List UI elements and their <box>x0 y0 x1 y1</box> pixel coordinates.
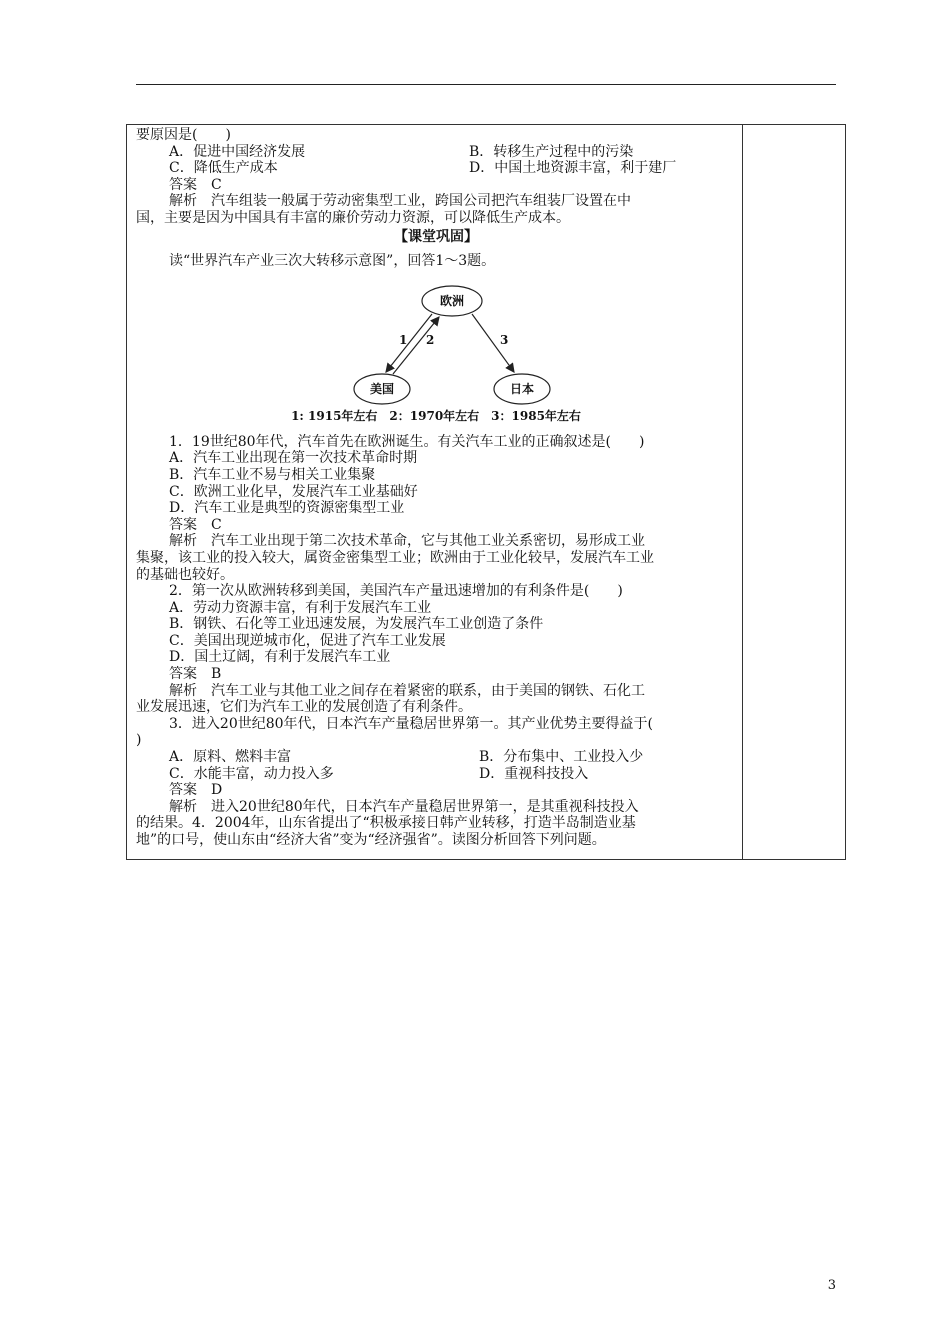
q1-option-b: B．汽车工业不易与相关工业集聚 <box>169 466 376 483</box>
option-a: A．促进中国经济发展 <box>169 143 306 160</box>
q3-options-row-ab <box>136 749 736 766</box>
options-row-ab <box>136 144 736 161</box>
q2-option-b: B．钢铁、石化等工业迅速发展，为发展汽车工业创造了条件 <box>169 616 544 633</box>
q1-analysis-line: 的基础也较好。 <box>136 566 234 583</box>
analysis-line: 解析 汽车组装一般属于劳动密集型工业，跨国公司把汽车组装厂设置在中 <box>169 193 631 210</box>
q3-option-d: D．重视科技投入 <box>479 765 589 782</box>
q2-option-d: D．国土辽阔，有利于发展汽车工业 <box>169 649 391 666</box>
q3-option-b: B．分布集中、工业投入少 <box>479 749 644 766</box>
q1-analysis-line: 解析 汽车工业出现于第二次技术革命，它与其他工业关系密切，易形成工业 <box>169 533 645 550</box>
q3-stem-end: ) <box>136 732 142 749</box>
section-heading: 【课堂巩固】 <box>394 228 478 245</box>
q2-answer: 答案 B <box>169 666 222 683</box>
transfer-diagram <box>136 274 736 424</box>
q3-options-row-cd <box>136 766 736 783</box>
q3-analysis-line: 解析 进入20世纪80年代，日本汽车产量稳居世界第一，是其重视科技投入 <box>169 798 639 815</box>
q3-option-c: C．水能丰富，动力投入多 <box>169 765 334 782</box>
q2-option-c: C．美国出现逆城市化，促进了汽车工业发展 <box>169 632 446 649</box>
option-c: C．降低生产成本 <box>169 160 278 177</box>
arrow-2-label: 2 <box>426 332 435 347</box>
diagram-legend: 1: 1915年左右 2：1970年左右 3：1985年左右 <box>291 408 581 423</box>
q1-option-c: C．欧洲工业化早，发展汽车工业基础好 <box>169 483 418 500</box>
main-cell <box>136 127 736 849</box>
option-b: B．转移生产过程中的污染 <box>469 143 634 160</box>
diagram-svg <box>136 274 736 424</box>
q3-stem: 3．进入20世纪80年代，日本汽车产量稳居世界第一。其产业优势主要得益于( <box>169 715 653 732</box>
arrow-1-label: 1 <box>399 332 408 347</box>
q2-analysis-line: 业发展迅速，它们为汽车工业的发展创造了有利条件。 <box>136 699 472 716</box>
header-rule <box>136 84 836 85</box>
europe-label: 欧洲 <box>439 293 465 308</box>
q1-option-a: A．汽车工业出现在第一次技术革命时期 <box>169 450 418 467</box>
q1-option-d: D．汽车工业是典型的资源密集型工业 <box>169 500 405 517</box>
q1-answer: 答案 C <box>169 516 222 533</box>
analysis-line: 国，主要是因为中国具有丰富的廉价劳动力资源，可以降低生产成本。 <box>136 209 570 226</box>
reading-intro: 读“世界汽车产业三次大转移示意图”，回答1～3题。 <box>169 253 496 270</box>
page-number: 3 <box>827 1278 836 1293</box>
q2-option-a: A．劳动力资源丰富，有利于发展汽车工业 <box>169 599 432 616</box>
arrow-3-label: 3 <box>500 332 509 347</box>
usa-label: 美国 <box>369 381 395 396</box>
q3-option-a: A．原料、燃料丰富 <box>169 749 292 766</box>
q1-stem: 1．19世纪80年代，汽车首先在欧洲诞生。有关汽车工业的正确叙述是( ) <box>169 433 645 450</box>
options-row-cd <box>136 160 736 177</box>
q3-answer: 答案 D <box>169 782 223 799</box>
q3-analysis-line: 的结果。4．2004年，山东省提出了“积极承接日韩产业转移，打造半岛制造业基 <box>136 815 636 832</box>
option-d: D．中国土地资源丰富，利于建厂 <box>469 160 677 177</box>
question-stem-tail: 要原因是( ) <box>136 127 231 143</box>
answer: 答案 C <box>169 176 222 193</box>
q1-analysis-line: 集聚，该工业的投入较大，属资金密集型工业；欧洲由于工业化较早，发展汽车工业 <box>136 549 654 566</box>
table-column-divider <box>742 124 743 860</box>
q2-stem: 2．第一次从欧洲转移到美国，美国汽车产量迅速增加的有利条件是( ) <box>169 583 623 600</box>
q3-analysis-line: 地”的口号，使山东由“经济大省”变为“经济强省”。读图分析回答下列问题。 <box>136 832 606 848</box>
q2-analysis-line: 解析 汽车工业与其他工业之间存在着紧密的联系，由于美国的钢铁、石化工 <box>169 682 645 699</box>
japan-label: 日本 <box>509 381 535 396</box>
